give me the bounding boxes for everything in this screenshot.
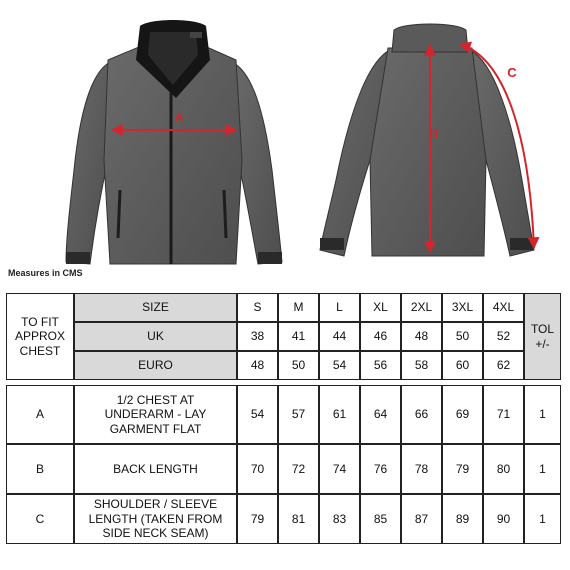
row-code: C [6,494,74,544]
value-cell: 87 [401,494,442,544]
back-jacket [320,24,534,256]
tol-cell: 1 [524,494,561,544]
row-desc: 1/2 CHEST AT UNDERARM - LAY GARMENT FLAT [74,385,237,444]
uk-cell: 38 [237,322,278,351]
value-cell: 54 [237,385,278,444]
value-cell: 72 [278,444,319,494]
front-jacket [66,20,282,264]
uk-cell: 50 [442,322,483,351]
euro-cell: 58 [401,351,442,380]
euro-cell: 62 [483,351,524,380]
table-row [6,494,561,544]
tol-cell: 1 [524,444,561,494]
measures-note: Measures in CMS [8,268,83,278]
value-cell: 61 [319,385,360,444]
row-desc: BACK LENGTH [74,444,237,494]
euro-cell: 56 [360,351,401,380]
row-code: B [6,444,74,494]
value-cell: 79 [442,444,483,494]
euro-label: EURO [74,351,237,380]
value-cell: 70 [237,444,278,494]
jacket-illustration [0,0,570,265]
value-cell: 57 [278,385,319,444]
value-cell: 81 [278,494,319,544]
tol-cell: 1 [524,385,561,444]
size-2xl: 2XL [401,293,442,322]
value-cell: 66 [401,385,442,444]
table-row [6,385,561,444]
uk-label: UK [74,322,237,351]
table-row [6,444,561,494]
label-b: B [429,126,439,141]
tol-header: TOL +/- [524,293,561,380]
size-m: M [278,293,319,322]
row-code: A [6,385,74,444]
value-cell: 79 [237,494,278,544]
euro-cell: 60 [442,351,483,380]
size-4xl: 4XL [483,293,524,322]
to-fit-header: TO FIT APPROX CHEST [6,293,74,380]
size-s: S [237,293,278,322]
size-xl: XL [360,293,401,322]
row-desc: SHOULDER / SLEEVE LENGTH (TAKEN FROM SIDE NECK SEAM) [74,494,237,544]
size-chart [6,293,561,544]
euro-cell: 48 [237,351,278,380]
uk-cell: 52 [483,322,524,351]
value-cell: 83 [319,494,360,544]
value-cell: 69 [442,385,483,444]
value-cell: 71 [483,385,524,444]
label-a: A [174,110,184,125]
size-label: SIZE [74,293,237,322]
label-c: C [507,65,517,80]
uk-cell: 46 [360,322,401,351]
euro-cell: 54 [319,351,360,380]
size-3xl: 3XL [442,293,483,322]
value-cell: 90 [483,494,524,544]
uk-cell: 48 [401,322,442,351]
value-cell: 85 [360,494,401,544]
value-cell: 80 [483,444,524,494]
value-cell: 76 [360,444,401,494]
size-l: L [319,293,360,322]
value-cell: 64 [360,385,401,444]
uk-cell: 44 [319,322,360,351]
value-cell: 74 [319,444,360,494]
uk-cell: 41 [278,322,319,351]
value-cell: 89 [442,494,483,544]
value-cell: 78 [401,444,442,494]
euro-cell: 50 [278,351,319,380]
